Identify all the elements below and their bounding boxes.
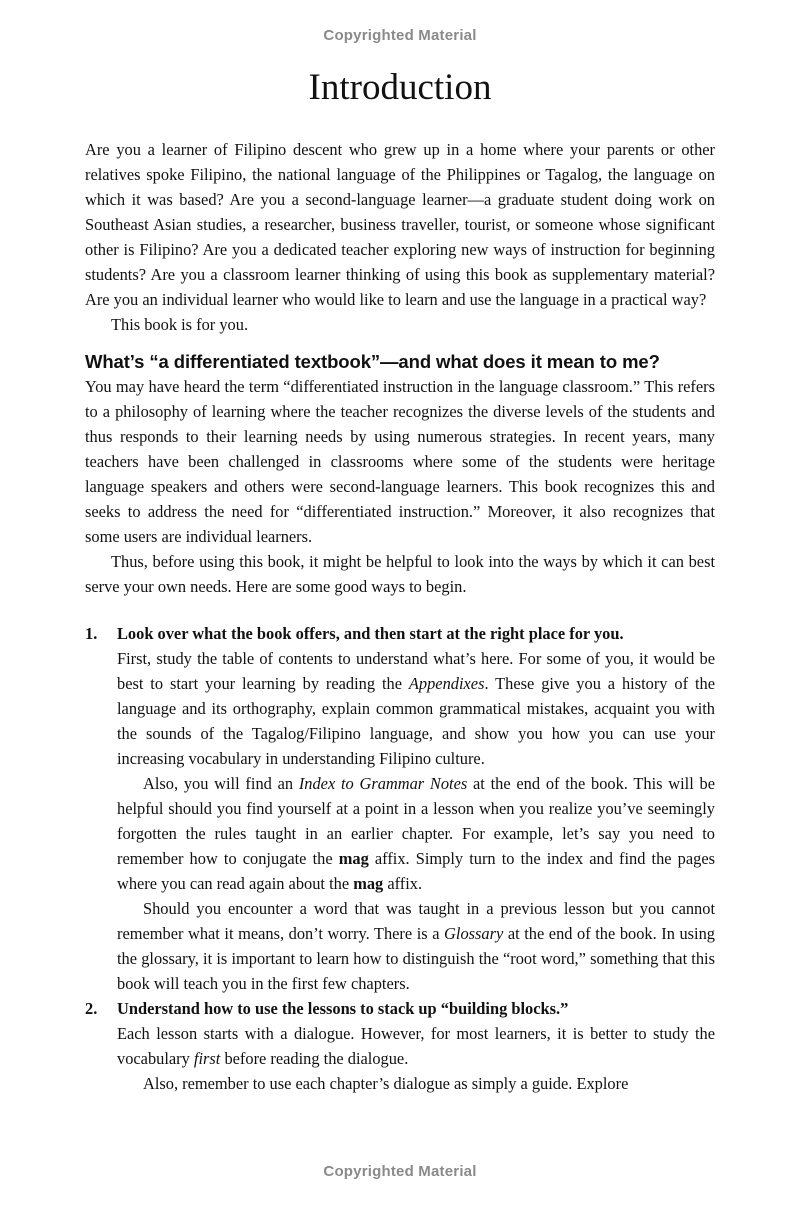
- step-item-2: [85, 996, 715, 1096]
- bold-term: mag: [338, 849, 369, 868]
- intro-paragraph: Are you a learner of Filipino descent who grew up in a home where your parents or other relatives spoke Filipino, the national language of the Philippines or Tagalog, the language on which it was based? Are you a second-language learner—a graduate student doing work on Southeast Asian studies, a researcher, business traveller, tourist, or someone whose significant other is Filipino? Are you a dedicated teacher exploring new ways of instruction for beginning students? Are you a classroom learner thinking of using this book as supplementary material? Are you an individual learner who would like to learn and use the language in a practical way?: [85, 140, 715, 309]
- text-run: at the end of the book. In using the glossary, it is important to learn how to distinguish the “root word,” something that this book will teach you in the first few chapters.: [117, 924, 715, 993]
- text-run: before reading the dialogue.: [220, 1049, 409, 1068]
- text-run: Should you encounter a word that was taught in a previous lesson but you cannot remember what it means, don’t worry. There is a: [117, 899, 715, 943]
- copyright-watermark-top: Copyrighted Material: [323, 27, 477, 44]
- intro-closing-line: This book is for you.: [111, 315, 249, 334]
- step-paragraph: [117, 646, 715, 771]
- step-paragraph: [117, 1021, 715, 1071]
- steps-list: [85, 621, 715, 1096]
- italic-reference: Index to Grammar Notes: [298, 774, 468, 793]
- text-run: affix.: [383, 874, 423, 893]
- step-paragraph: [117, 896, 715, 996]
- text-run: at the end of the book. This will be helpful should you find yourself at a point in a lesson when you realize you’ve seemingly forgotten the rules taught in an earlier chapter. For example, let’s say you need to remember how to conjugate the: [117, 774, 715, 868]
- italic-reference: Glossary: [444, 924, 504, 943]
- step-paragraph: Also, remember to use each chapter’s dialogue as simply a guide. Explore: [143, 1074, 629, 1093]
- text-run: First, study the table of contents to understand what’s here. For some of you, it would be best to start your learning by reading the: [117, 649, 715, 693]
- step-number: 2.: [85, 999, 98, 1018]
- section-heading: What’s “a differentiated textbook”—and what does it mean to me?: [85, 351, 660, 372]
- text-run: . These give you a history of the language and its orthography, explain common grammatical mistakes, acquaint you with the sounds of the Tagalog/Filipino language, and show you how you can use your increasing vocabulary in understanding Filipino culture.: [117, 674, 715, 768]
- step-paragraph: [117, 771, 715, 896]
- step-item-1: [85, 621, 715, 996]
- bold-term: mag: [353, 874, 384, 893]
- page-title: Introduction: [308, 67, 492, 108]
- step-heading: Understand how to use the lessons to stack up “building blocks.”: [117, 999, 569, 1018]
- step-number: 1.: [85, 624, 98, 643]
- italic-reference: first: [193, 1049, 221, 1068]
- copyright-watermark-bottom: Copyrighted Material: [323, 1163, 477, 1180]
- section-paragraph-1: You may have heard the term “differentiated instruction in the language classroom.” This refers to a philosophy of learning where the teacher recognizes the diverse levels of the students and thus responds to their learning needs by using numerous strategies. In recent years, many teachers have been challenged in classrooms where some of the students were heritage language speakers and others were second-language learners. This book recognizes this and seeks to address the need for “differentiated instruction.” Moreover, it also recognizes that some users are individual learners.: [85, 377, 715, 546]
- text-run: Each lesson starts with a dialogue. However, for most learners, it is better to study the vocabulary: [117, 1024, 715, 1068]
- section-paragraph-2: Thus, before using this book, it might be helpful to look into the ways by which it can best serve your own needs. Here are some good ways to begin.: [85, 552, 715, 596]
- step-heading: Look over what the book offers, and then start at the right place for you.: [117, 624, 624, 643]
- italic-reference: Appendixes: [408, 674, 485, 693]
- page-body: [85, 137, 715, 1096]
- text-run: affix. Simply turn to the index and find the pages where you can read again about the: [117, 849, 715, 893]
- text-run: Also, you will find an: [143, 774, 299, 793]
